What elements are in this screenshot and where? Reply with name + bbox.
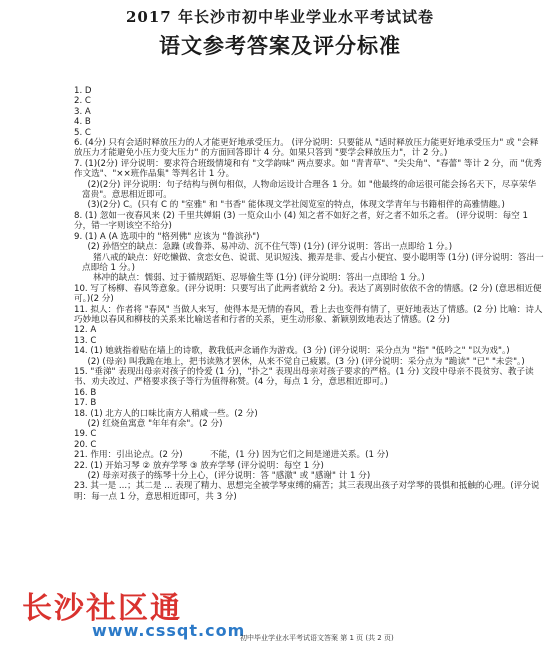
answer-item: 4. B xyxy=(74,117,91,128)
answer-item: 2. C xyxy=(74,96,91,107)
answer-item: (2)(2分) 评分说明：句子结构与例句相似，人物命运设计合理各 1 分。如 "他最终的命运很可能会扬名天下，尽享荣华富贵"。意思相近即可。 xyxy=(82,179,537,201)
answer-item: 23. 其一是 ...；其二是 ... 表现了精力、思想完全被学琴束缚的痛苦；其三表现出孩子对学琴的畏惧和抵触的心理。(评分说明：每一点 1 分，意思相近即可，共 3 分) xyxy=(74,481,540,502)
answer-item: 15. "垂涕" 表现出母亲对孩子的怜爱 (1 分)，"扑之" 表现出母亲对孩子要求的严格。(1 分) 文段中母亲不畏贫穷、教子读书、劝夫改过、严格要求孩子等行为值得称赞。(4 分，每点 1 分，意思相近即可。) xyxy=(74,366,534,388)
answer-item: (2) 红烧鱼寓意 "年年有余"。(2 分) xyxy=(82,419,223,429)
answer-item: 21. 作用：引出论点。(2 分) 不能，(1 分) 因为它们之间是递进关系。(1 分) xyxy=(74,450,389,461)
answer-item: 10. 写了杨柳、春风等意象。(评分说明：只要写出了此两者就给 2 分)。表达了离别时依依不舍的情感。(2 分) (意思相近便可。)(2 分) xyxy=(74,283,542,305)
page-title: 语文参考答案及评分标准 xyxy=(159,34,401,58)
watermark-url: www.cssqt.com xyxy=(92,621,246,640)
answer-item: 5. C xyxy=(74,127,91,138)
answer-item: 20. C xyxy=(74,439,97,450)
answer-item: 14. (1) 她就指着贴在墙上的诗歌，教我低声念诵作为游戏。(3 分) (评分说明：采分点为 "指" "低吟之" "以为戏"。) xyxy=(74,346,510,357)
answer-item: 7. (1)(2分) 评分说明：要求符合班级情境和有 "文学韵味" 两点要求。如 "青青草"、"尖尖角"、"春蕾" 等计 2 分，而 "优秀作文选"、"××班作品集" 等判名计 1 分。 xyxy=(74,158,542,180)
answer-item: 11. 拟人：作者将 "春风" 当做人来写，使得本是无情的春风，看上去也变得有情了，更好地表达了情感。(2 分) 比喻：诗人巧妙地以春风和柳枝的关系来比喻送者和行者的关系，更生动形象、新颖别致地表达了情感。(2 分) xyxy=(74,304,543,325)
answer-item: (2) 母亲对孩子的练琴十分上心，(评分说明：答 "感激" 或 "感谢" 计 1 分) xyxy=(82,471,371,482)
answer-list xyxy=(74,86,544,502)
answer-item: 9. (1) A (A 选项中的 "格列佛" 应该为 "鲁滨孙") xyxy=(74,231,260,242)
answer-item: 8. (1) 忽如一夜春风来 (2) 千里共婵娟 (3) 一览众山小 (4) 知之者不如好之者，好之者不如乐之者。 (评分说明：每空 1 分，错一字则该空不给分) xyxy=(74,210,531,232)
exam-title: 2017 年长沙市初中毕业学业水平考试试卷 xyxy=(126,8,434,26)
answer-item: 22. (1) 开始习琴 ② 放弃学琴 ③ 放弃学琴 (评分说明：每空 1 分) xyxy=(74,460,324,471)
answer-item: 19. C xyxy=(74,429,97,440)
page-footer: 初中毕业学业水平考试语文答案 第 1 页 (共 2 页) xyxy=(240,634,394,642)
answer-item: (2) (母亲) 叫我跪在地上，把书读熟才罢休，从来不觉自己疲累。(3 分) (评分说明：采分点为 "跪读" "已" "未尝"。) xyxy=(82,356,525,367)
answer-item: (3)(2分) C。(只有 C 的 "室雅" 和 "书香" 能体现文学社阅览室的特点，体现文学青年与书籍相伴的高雅情趣。) xyxy=(82,200,505,211)
answer-item: 1. D xyxy=(74,86,92,96)
answer-item: (2) 孙悟空的缺点：急躁 (或鲁莽、易冲动、沉不住气等) (1分) (评分说明：答出一点即给 1 分。) xyxy=(82,242,453,253)
answer-item: 17. B xyxy=(74,398,97,409)
answer-item: 18. (1) 北方人的口味比南方人稍咸一些。(2 分) xyxy=(74,408,258,419)
answer-item: 6. (4分) 只有会适时释放压力的人才能更好地承受压力。 (评分说明：只要能从 "适时释放压力能更好地承受压力" 或 "会释放压力才能避免小压力变大压力" 的方面回答即计 4 分。如果只答到 "要学会释放压力"，计 2 分。) xyxy=(74,138,539,159)
watermark-logo: 长沙社区通 xyxy=(22,591,182,626)
answer-item: 猪八戒的缺点：好吃懒做、贪恋女色、说谎、见识短浅、搬弄是非、爱占小便宜、耍小聪明等 (1分) (评分说明：答出一点即给 1 分。) xyxy=(82,252,544,273)
answer-item: 16. B xyxy=(74,387,97,398)
answer-item: 13. C xyxy=(74,335,97,346)
answer-item: 林冲的缺点：懦弱、过于循规蹈矩、忍辱偷生等 (1分) (评分说明：答出一点即给 1 分。) xyxy=(82,273,425,284)
answer-item: 12. A xyxy=(74,325,97,336)
answer-item: 3. A xyxy=(74,106,91,117)
